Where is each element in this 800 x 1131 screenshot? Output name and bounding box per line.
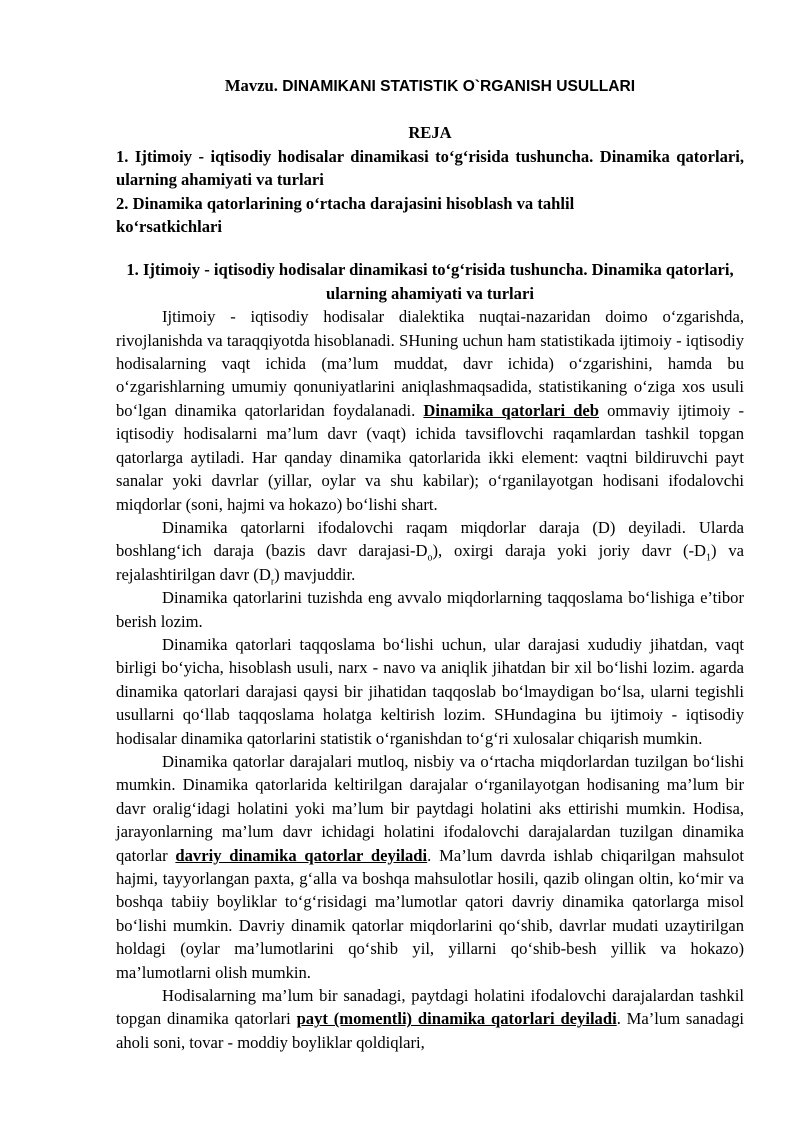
plan-item-1: 1. Ijtimoiy - iqtisodiy hodisalar dinamikasi to‘g‘risida tushuncha. Dinamika qatorlari, ularning ahamiyati va turlari <box>116 146 744 190</box>
topic-label: Mavzu. <box>224 76 278 95</box>
section-heading <box>116 258 744 305</box>
paragraph-2-text-a: Dinamika qatorlarni ifodalovchi raqam miqdorlar daraja (D) deyiladi. Ularda boshlang‘ich daraja (bazis davr darajasi-D <box>116 517 744 561</box>
plan-item-2-text: 2. Dinamika qatorlarining o‘rtacha darajasini hisoblash va tahlil ko‘rsatkichlari <box>116 193 575 237</box>
paragraph-5-text-a: Dinamika qatorlar darajalari mutloq, nisbiy va o‘rtacha miqdorlardan tuzilgan bo‘lishi mumkin. Dinamika qatorlarida keltirilgan darajalar o‘rganilayotgan hodisaning ma’lum bir davr oralig‘idagi holatini yoki ma’lum bir paytdagi holatini aks ettirishi mumkin. Hodisa, jarayonlarning ma’lum davr ichidagi holatini ifodalovchi darajalardan tuzilgan dinamika qatorlar <box>116 751 744 865</box>
section-heading-text: 1. Ijtimoiy - iqtisodiy hodisalar dinamikasi to‘g‘risida tushuncha. Dinamika qatorlari, ularning ahamiyati va turlari <box>126 260 734 303</box>
paragraph-6-text-b: . Ma’lum sanadagi aholi soni, tovar - moddiy boyliklar qoldiqlari, <box>116 1009 744 1052</box>
subscript-o: o <box>427 552 433 564</box>
topic-title <box>116 74 744 98</box>
paragraph-4: Dinamika qatorlari taqqoslama bo‘lishi uchun, ular darajasi xududiy jihatdan, vaqt birligi bo‘yicha, hisoblash usuli, narx - navo va aniqlik jihatdan bir xil bo‘lishi lozim. agarda dinamika qatorlari darajasi qaysi bir jihatidan taqqoslab bo‘lmaydigan bo‘lsa, ularni tegishli usullarni qo‘llab taqqoslama holatga keltirish lozim. SHundagina bu ijtimoiy - iqtisodiy hodisalar dinamika qatorlarini statistik o‘rganishdan to‘g‘ri xulosalar chiqarish mumkin. <box>116 634 744 748</box>
subscript-1: 1 <box>706 552 712 564</box>
paragraph-1 <box>116 305 744 516</box>
paragraph-6 <box>116 984 744 1054</box>
term-davriy-dinamika: davriy dinamika qatorlar deyiladi <box>175 845 428 865</box>
paragraph-6-text-a: Hodisalarning ma’lum bir sanadagi, paytdagi holatini ifodalovchi darajalardan tashkil topgan dinamika qatorlari <box>116 986 744 1029</box>
paragraph-2-text-c: ) va rejalashtirilgan davr (D <box>116 541 744 584</box>
paragraph-5-text-b: . Ma’lum davrda ishlab chiqarilgan mahsulot hajmi, tayyorlangan paxta, g‘alla va boshqa mahsulotlar hosili, qazib olingan oltin, ko‘mir va boshqa tabiiy boyliklar to‘g‘risidagi ma’lumotlar qatori davriy dinamika qatorlarga misol bo‘lishi mumkin. Davriy dinamik qatorlar miqdorlarini qo‘shib, davrlar mudati uzaytirilgan holdagi (oylar ma’lumotlarini qo‘shib yil, yillarni qo‘shib-besh yillik va hokazo) ma’lumotlarni olish mumkin. <box>116 845 745 982</box>
paragraph-3: Dinamika qatorlarini tuzishda eng avvalo miqdorlarning taqqoslama bo‘lishiga e’tibor berish lozim. <box>116 588 744 631</box>
plan-title: REJA <box>408 123 452 143</box>
paragraph-2-text-b: ), oxirgi daraja yoki joriy davr (-D <box>432 541 707 561</box>
subscript-r: r <box>270 576 275 588</box>
paragraph-1-text-a: Ijtimoiy - iqtisodiy hodisalar dialektika nuqtai-nazaridan doimo o‘zgarishda, rivojlanishda va taraqqiyotda hisoblanadi. SHuning uchun ham statistikada ijtimoiy - iqtisodiy hodisalarning vaqt ichida (ma’lum muddat, davr ichida) o‘zgarishini, hamda bu o‘zgarishlarning umumiy qonuniyatlarini aniqlashmaqsadida, statistikaning o‘ziga xos usuli bo‘lgan dinamika qatorlaridan foydalanadi. <box>116 307 744 420</box>
paragraph-5 <box>116 750 744 984</box>
paragraph-2 <box>116 516 744 586</box>
term-payt-dinamika: payt (momentli) dinamika qatorlari deyiladi <box>296 1009 617 1029</box>
plan-item-2 <box>116 192 744 239</box>
paragraph-2-text-d: ) mavjuddir. <box>274 564 356 584</box>
paragraph-1-text-b: ommaviy ijtimoiy - iqtisodiy hodisalarni ma’lum davr (vaqt) ichida tavsiflovchi raqamlardan tashkil topgan qatorlarga aytiladi. Har qanday dinamika qatorlarida ikki element: vaqtni bildiruvchi payt sanalar yoki davrlar (yillar, oylar va shu kabilar); o‘rganilayotgan hodisani ifodalovchi miqdorlar (soni, hajmi va hokazo) bo‘lishi shart. <box>116 400 744 514</box>
topic-text: DINAMIKANI STATISTIK O`RGANISH USULLARI <box>282 78 636 95</box>
term-dinamika-qatorlari: Dinamika qatorlari deb <box>423 400 600 420</box>
